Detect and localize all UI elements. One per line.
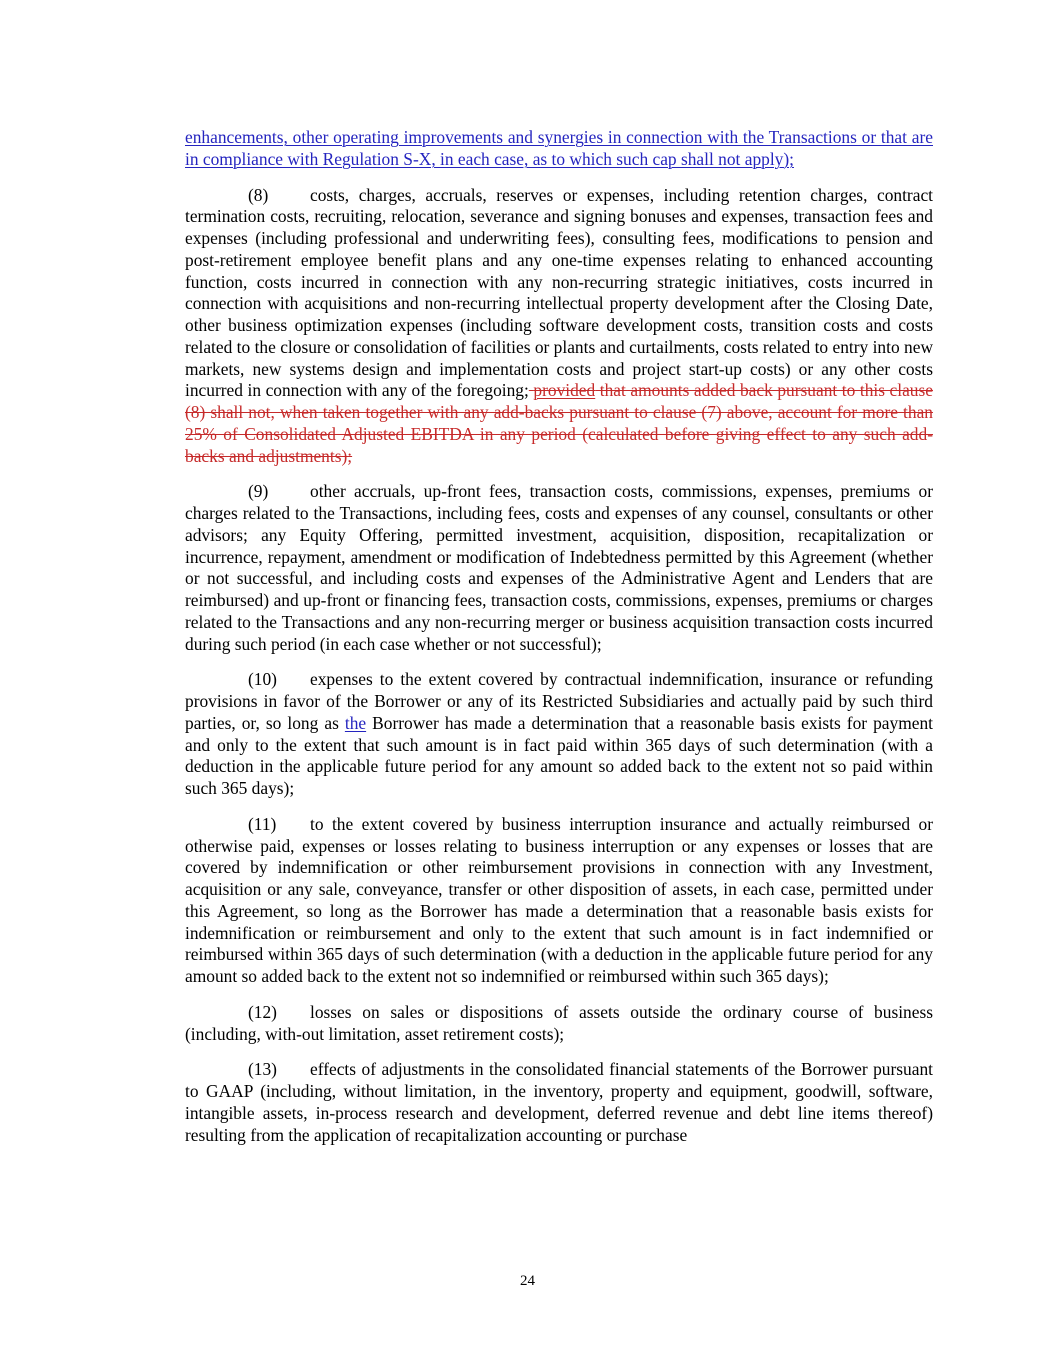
text-run-delete-underline: provided bbox=[533, 380, 596, 401]
clause-number: (9) bbox=[248, 481, 269, 502]
clause-number: (8) bbox=[248, 184, 269, 205]
clause-paragraph bbox=[185, 814, 933, 988]
text-run-normal: Borrower has made a determination that a reasonable basis exists for payment and only to the extent that such amount is in fact paid within 365 days of such determination (with a deduction in the applicable future period for any amount so added back to the extent not so paid within such 365 days); bbox=[185, 712, 933, 798]
clause-paragraph bbox=[185, 669, 933, 800]
continuation-paragraph bbox=[185, 127, 933, 171]
clause-paragraph bbox=[185, 1002, 933, 1046]
text-run-normal: to the extent covered by business interruption insurance and actually reimbursed or otherwise paid, expenses or losses relating to business interruption or any expenses or losses that are covered by indemnification or other reimbursement provisions in connection with any Investment, acquisition or any sale, conveyance, transfer or other disposition of assets, in each case, permitted under this Agreement, so long as the Borrower has made a determination that a reasonable basis exists for indemnification or reimbursement and only to the extent that such amount is in fact indemnified or reimbursed within 365 days of such determination (with a deduction in the applicable future period for any amount so added back to the extent not so indemnified or reimbursed within such 365 days); bbox=[185, 813, 933, 986]
text-run-normal: other accruals, up-front fees, transaction costs, commissions, expenses, premiums or charges related to the Transactions, including fees, costs and expenses of any counsel, consultants or other advisors; any Equity Offering, permitted investment, acquisition, disposition, recapitalization or incurrence, repayment, amendment or modification of Indebtedness permitted by this Agreement (whether or not successful, and including costs and expenses of the Administrative Agent and Lenders that are reimbursed) and up-front or financing fees, transaction costs, commissions, expenses, premiums or charges related to the Transactions and any non-recurring merger or business acquisition transaction costs incurred during such period (in each case whether or not successful); bbox=[185, 481, 933, 654]
text-run-insert: enhancements, other operating improvements and synergies in connection with the Transactions or that are in compliance with Regulation S-X, in each case, as to which such cap shall not apply); bbox=[185, 127, 933, 169]
clause-paragraph bbox=[185, 481, 933, 655]
text-run-normal: costs, charges, accruals, reserves or expenses, including retention charges, contract termination costs, recruiting, relocation, severance and signing bonuses and expenses, transaction fees and expenses (including professional and underwriting fees), consulting fees, modifications to pension and post-retirement employee benefit plans and any one-time expenses relating to enhanced accounting function, costs incurred in connection with any non-recurring strategic initiatives, costs incurred in connection with acquisitions and non-recurring intellectual property development after the Closing Date, other business optimization expenses (including software development costs, transition costs and costs related to the closure or consolidation of facilities or plants and curtailments, costs related to entry into new markets, new systems design and implementation costs and project start-up costs) or any other costs incurred in connection with any of the foregoing; bbox=[185, 184, 933, 401]
clause-number: (11) bbox=[248, 813, 277, 834]
clause-number: (12) bbox=[248, 1001, 277, 1022]
clause-number: (13) bbox=[248, 1059, 277, 1080]
clause-paragraph bbox=[185, 185, 933, 468]
clause-paragraph bbox=[185, 1059, 933, 1146]
document-body bbox=[185, 127, 933, 1160]
text-run-delete: that amounts added back pursuant to this clause (8) shall not, when taken together with any add-backs pursuant to clause (7) above, account for more than 25% of Consolidated Adjusted EBITDA in any period (calculated before giving effect to any such add-backs and adjustments); bbox=[185, 380, 933, 466]
text-run-normal: expenses to the extent covered by contractual indemnification, insurance or refunding provisions in favor of the Borrower or any of its Restricted Subsidiaries and actually paid by such third parties, or, so long as bbox=[185, 669, 933, 733]
text-run-normal: losses on sales or dispositions of assets outside the ordinary course of business (including, with-out limitation, asset retirement costs); bbox=[185, 1001, 933, 1044]
text-run-insert: the bbox=[344, 712, 367, 733]
page-number: 24 bbox=[520, 1273, 535, 1289]
clause-number: (10) bbox=[248, 669, 277, 690]
text-run-normal: effects of adjustments in the consolidated financial statements of the Borrower pursuant to GAAP (including, without limitation, in the inventory, property and equipment, goodwill, software, intangible assets, in-process research and development, deferred revenue and debt line items thereof) resulting from the application of recapitalization accounting or purchase bbox=[185, 1059, 933, 1145]
